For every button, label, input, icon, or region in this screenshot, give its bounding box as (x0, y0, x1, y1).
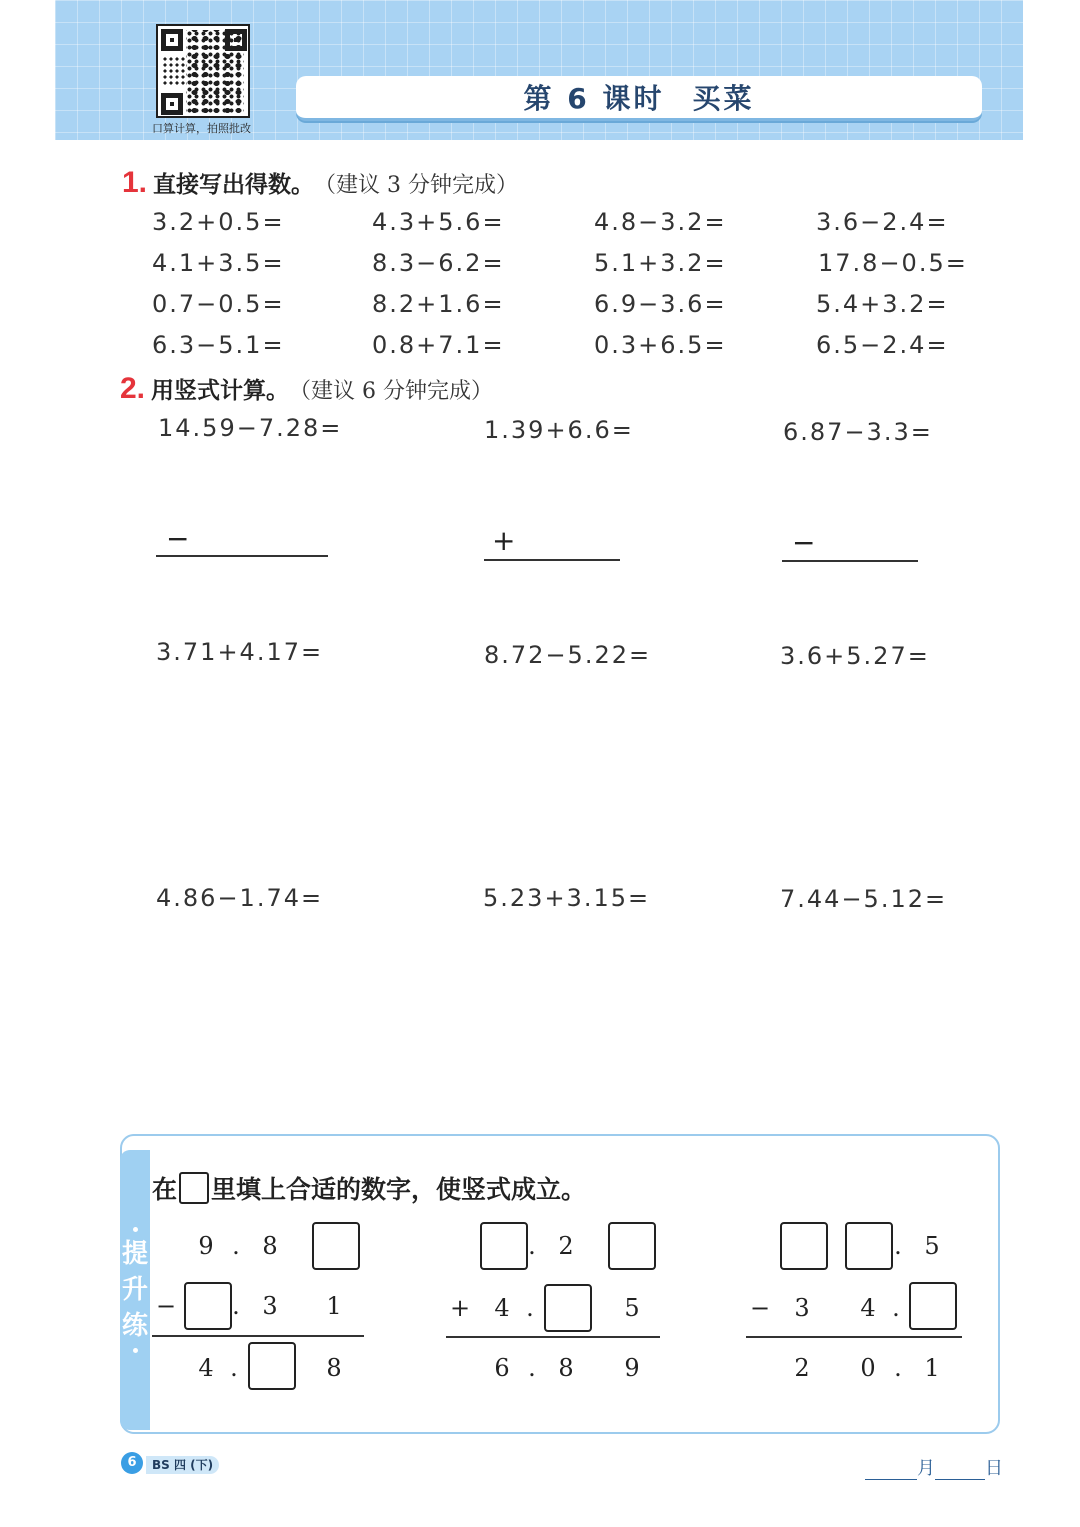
bonus-title-start: 在 (152, 1175, 178, 1204)
digit: 4 (860, 1294, 876, 1322)
oral-problem[interactable]: 6.5−2.4= (816, 331, 949, 359)
digit: 8 (558, 1354, 574, 1382)
digit: 2 (558, 1232, 574, 1260)
oral-problem[interactable]: 6.9−3.6= (594, 290, 727, 318)
qr-finder-icon (161, 29, 183, 51)
date-field (865, 1454, 1003, 1480)
oral-problem[interactable]: 5.1+3.2= (594, 249, 727, 277)
answer-box[interactable] (909, 1282, 957, 1330)
answer-box[interactable] (544, 1284, 592, 1332)
lesson-topic: 买菜 (692, 82, 755, 115)
answer-box[interactable] (780, 1222, 828, 1270)
decimal-point: . (232, 1232, 240, 1260)
vertical-problem[interactable]: 14.59−7.28= (158, 414, 343, 442)
digit: 3 (794, 1294, 810, 1322)
vertical-problem[interactable]: 6.87−3.3= (783, 418, 933, 446)
section1-hint: （建议 3 分钟完成） (314, 173, 519, 198)
lesson-title-banner (296, 76, 982, 121)
oral-problem[interactable]: 4.3+5.6= (372, 208, 505, 236)
oral-problem[interactable]: 0.8+7.1= (372, 331, 505, 359)
digit: 5 (924, 1232, 940, 1260)
digit: 4 (198, 1354, 214, 1382)
decimal-point: . (528, 1232, 536, 1260)
section1-heading (122, 166, 518, 200)
sum-line (152, 1335, 364, 1337)
bonus-title (152, 1170, 586, 1206)
side-char: 升 (121, 1275, 148, 1305)
vertical-problem[interactable]: 8.72−5.22= (484, 641, 652, 669)
dot-icon (133, 1227, 138, 1232)
operator-sign: + (449, 1294, 471, 1322)
plus-sign: + (492, 524, 516, 557)
sum-line (446, 1336, 660, 1338)
vertical-line (484, 559, 620, 561)
lesson-number: 第 6 课时 (523, 82, 665, 115)
decimal-point: . (230, 1354, 238, 1382)
digit: 5 (624, 1294, 640, 1322)
operator-sign: − (749, 1294, 771, 1322)
section2-heading (120, 372, 493, 406)
page-number: 6 (121, 1452, 143, 1474)
oral-problem[interactable]: 17.8−0.5= (818, 249, 968, 277)
oral-problem[interactable]: 3.6−2.4= (816, 208, 949, 236)
operator-sign: − (155, 1292, 177, 1320)
section2-number: 2. (120, 372, 146, 405)
section2-hint: （建议 6 分钟完成） (289, 379, 494, 404)
decimal-point: . (526, 1294, 534, 1322)
blank-box-icon (179, 1172, 209, 1204)
digit: 4 (494, 1294, 510, 1322)
section1-number: 1. (122, 166, 148, 199)
month-label: 月 (917, 1458, 935, 1479)
side-char: 提 (121, 1239, 148, 1269)
answer-box[interactable] (312, 1222, 360, 1270)
digit: 8 (262, 1232, 278, 1260)
decimal-point: . (528, 1354, 536, 1382)
oral-problem[interactable]: 4.1+3.5= (152, 249, 285, 277)
answer-box[interactable] (608, 1222, 656, 1270)
book-tag: BS 四 (下) (146, 1456, 219, 1474)
decimal-point: . (892, 1294, 900, 1322)
oral-problem[interactable]: 5.4+3.2= (816, 290, 949, 318)
day-label: 日 (985, 1458, 1003, 1479)
day-blank[interactable] (935, 1459, 985, 1480)
section1-title: 直接写出得数。 (153, 172, 315, 198)
vertical-line (782, 560, 918, 562)
section2-title: 用竖式计算。 (151, 378, 290, 404)
oral-problem[interactable]: 8.3−6.2= (372, 249, 505, 277)
vertical-problem[interactable]: 1.39+6.6= (484, 416, 634, 444)
decimal-point: . (894, 1354, 902, 1382)
oral-problem[interactable]: 8.2+1.6= (372, 290, 505, 318)
qr-pattern (162, 56, 186, 86)
decimal-point: . (232, 1292, 240, 1320)
digit: 1 (326, 1292, 342, 1320)
sum-line (746, 1336, 962, 1338)
vertical-problem[interactable]: 4.86−1.74= (156, 884, 324, 912)
side-char: 练 (121, 1311, 148, 1341)
digit: 9 (198, 1232, 214, 1260)
qr-code[interactable] (156, 24, 250, 118)
qr-caption: 口算计算，拍照批改 (152, 122, 251, 135)
vertical-problem[interactable]: 5.23+3.15= (483, 884, 651, 912)
vertical-problem[interactable]: 7.44−5.12= (780, 885, 948, 913)
vertical-problem[interactable]: 3.6+5.27= (780, 642, 930, 670)
digit: 9 (624, 1354, 640, 1382)
vertical-line (156, 555, 328, 557)
digit: 8 (326, 1354, 342, 1382)
oral-problem[interactable]: 0.7−0.5= (152, 290, 285, 318)
bonus-side-tab (120, 1150, 150, 1430)
month-blank[interactable] (865, 1459, 917, 1480)
decimal-point: . (894, 1232, 902, 1260)
digit: 6 (494, 1354, 510, 1382)
bonus-title-end: 里填上合适的数字，使竖式成立。 (211, 1175, 587, 1204)
minus-sign: − (792, 526, 816, 559)
minus-sign: − (166, 522, 190, 555)
oral-problem[interactable]: 6.3−5.1= (152, 331, 285, 359)
vertical-problem[interactable]: 3.71+4.17= (156, 638, 324, 666)
oral-problem[interactable]: 0.3+6.5= (594, 331, 727, 359)
qr-pattern (186, 30, 244, 114)
dot-icon (133, 1348, 138, 1353)
digit: 1 (924, 1354, 940, 1382)
qr-finder-icon (161, 93, 183, 115)
digit: 2 (794, 1354, 810, 1382)
answer-box[interactable] (248, 1342, 296, 1390)
oral-problem[interactable]: 3.2+0.5= (152, 208, 285, 236)
digit: 3 (262, 1292, 278, 1320)
oral-problem[interactable]: 4.8−3.2= (594, 208, 727, 236)
digit: 0 (860, 1354, 876, 1382)
